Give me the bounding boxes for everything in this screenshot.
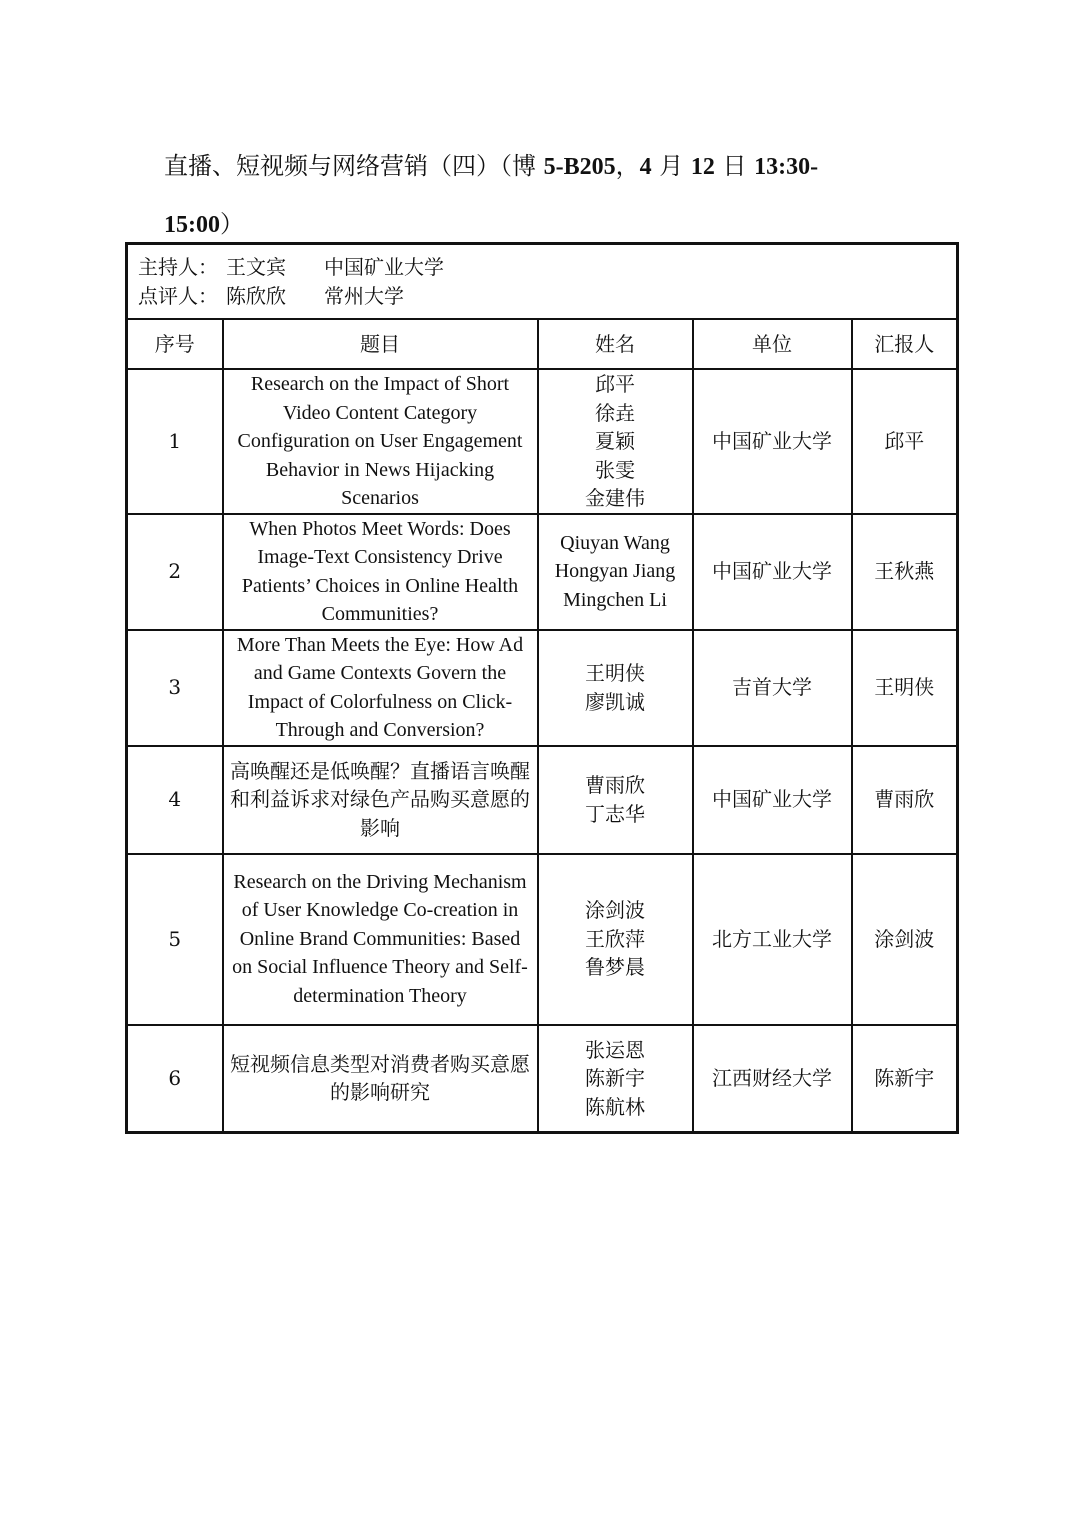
row-names (538, 854, 693, 1025)
row-presenter: 陈新宇 (852, 1025, 958, 1133)
col-header-presenter: 汇报人 (852, 319, 958, 369)
title-text: 直播、短视频与网络营销（四）（博 (164, 152, 544, 180)
header-row (127, 319, 958, 369)
row-org: 北方工业大学 (693, 854, 852, 1025)
author: 夏颖 (595, 429, 635, 453)
col-header-names: 姓名 (538, 319, 693, 369)
author: 陈航林 (585, 1094, 645, 1119)
table-row (127, 746, 958, 854)
title-month-unit: 月 (651, 152, 691, 180)
author: 陈新宇 (585, 1066, 645, 1090)
row-presenter: 涂剑波 (852, 854, 958, 1025)
reviewer-role: 点评人： (138, 283, 218, 308)
row-org: 江西财经大学 (693, 1025, 852, 1133)
row-title: More Than Meets the Eye: How Ad and Game Contexts Govern the Impact of Colorfulness on Click-Through and Conversion? (223, 630, 538, 746)
row-names (538, 630, 693, 746)
table-row (127, 514, 958, 630)
session-title (164, 138, 884, 254)
author: Hongyan Jiang (554, 560, 676, 583)
author: 廖凯诚 (585, 689, 645, 714)
row-no: 6 (127, 1025, 223, 1133)
col-header-org: 单位 (693, 319, 852, 369)
author: 丁志华 (585, 801, 645, 826)
title-month: 4 (639, 154, 652, 180)
row-title: Research on the Impact of Short Video Content Category Configuration on User Engagement Behavior in News Hijacking Scenarios (223, 369, 538, 514)
row-no: 3 (127, 630, 223, 746)
reviewer-name: 陈欣欣 (226, 283, 286, 308)
title-day-unit: 日 (714, 152, 755, 180)
host-line (138, 253, 946, 282)
reviewer-org: 常州大学 (324, 283, 404, 308)
row-org: 吉首大学 (693, 630, 852, 746)
title-day: 12 (690, 154, 715, 180)
row-org: 中国矿业大学 (693, 746, 852, 854)
author: 徐垚 (595, 400, 635, 425)
col-header-no: 序号 (127, 319, 223, 369)
row-names (538, 746, 693, 854)
schedule-table (125, 242, 959, 1134)
host-org: 中国矿业大学 (324, 255, 444, 279)
host-row (127, 244, 958, 320)
title-close: ） (220, 210, 244, 238)
row-no: 2 (127, 514, 223, 630)
row-org: 中国矿业大学 (693, 514, 852, 630)
host-role: 主持人： (138, 255, 218, 279)
row-no: 5 (127, 854, 223, 1025)
table-row (127, 369, 958, 514)
author: 涂剑波 (585, 898, 645, 923)
title-room: 5-B205 (543, 154, 616, 180)
host-name: 王文宾 (226, 255, 286, 279)
table-row (127, 1025, 958, 1133)
row-title: 高唤醒还是低唤醒？直播语言唤醒和利益诉求对绿色产品购买意愿的影响 (223, 746, 538, 854)
row-title: Research on the Driving Mechanism of User Knowledge Co-creation in Online Brand Communities: Based on Social Influence Theory and Self-determination Theory (223, 854, 538, 1025)
row-presenter: 王秋燕 (852, 514, 958, 630)
author: 张雯 (595, 457, 635, 482)
row-names (538, 514, 693, 630)
row-names (538, 369, 693, 514)
author: 王明侠 (585, 661, 645, 685)
row-presenter: 曹雨欣 (852, 746, 958, 854)
title-time: 13:30-15:00 (164, 154, 819, 238)
author: 鲁梦晨 (585, 955, 645, 980)
row-presenter: 王明侠 (852, 630, 958, 746)
row-title: 短视频信息类型对消费者购买意愿的影响研究 (223, 1025, 538, 1133)
title-sep: ， (615, 152, 640, 180)
author: Mingchen Li (563, 588, 667, 611)
reviewer-line (138, 282, 946, 311)
table-row (127, 630, 958, 746)
author: 邱平 (595, 372, 635, 396)
col-header-title: 题目 (223, 319, 538, 369)
row-no: 4 (127, 746, 223, 854)
row-title: When Photos Meet Words: Does Image-Text Consistency Drive Patients’ Choices in Online Health Communities? (223, 514, 538, 630)
table-row (127, 854, 958, 1025)
row-org: 中国矿业大学 (693, 369, 852, 514)
author: 金建伟 (585, 486, 645, 510)
row-no: 1 (127, 369, 223, 514)
host-cell (127, 244, 958, 320)
author: 王欣萍 (585, 926, 645, 951)
author: 曹雨欣 (585, 773, 645, 797)
row-presenter: 邱平 (852, 369, 958, 514)
author: Qiuyan Wang (560, 531, 670, 554)
author: 张运恩 (585, 1037, 645, 1062)
row-names (538, 1025, 693, 1133)
